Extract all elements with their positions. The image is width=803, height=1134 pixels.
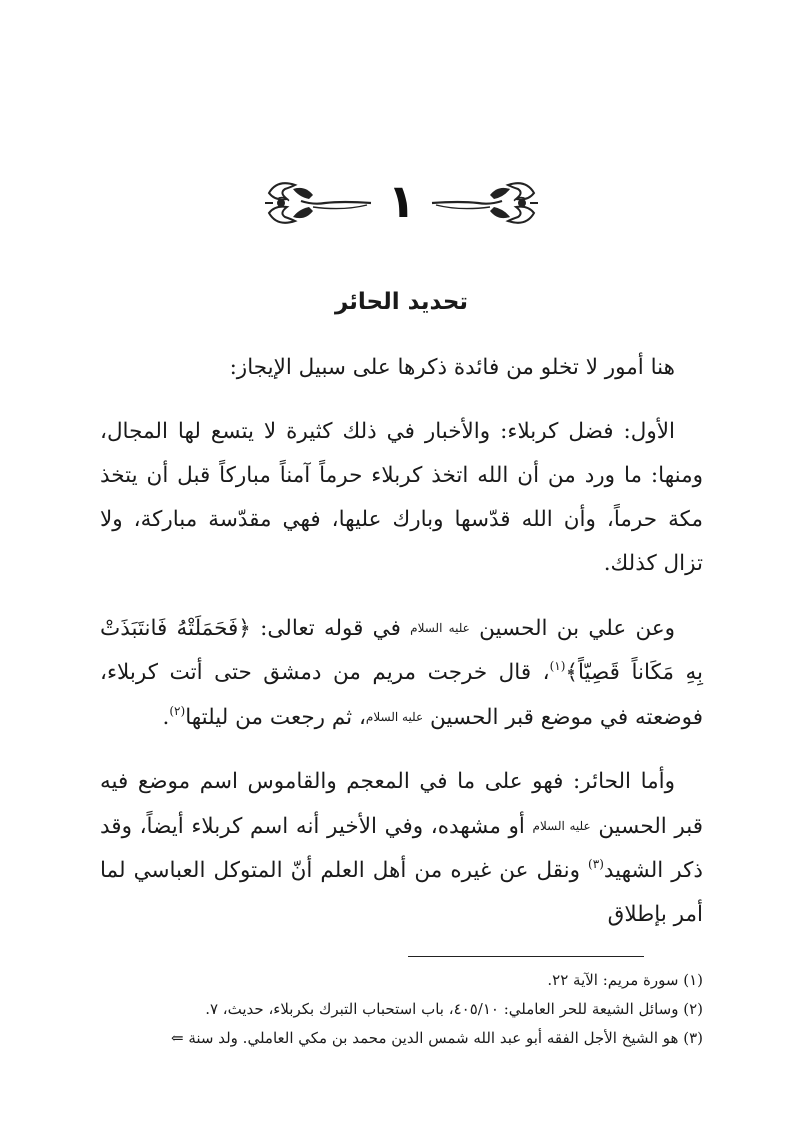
honorific-mark: عليه السلام	[365, 710, 424, 724]
footnote-divider	[408, 956, 644, 957]
text-run: وعن علي بن الحسين	[479, 616, 676, 641]
honorific-mark: عليه السلام	[410, 621, 470, 635]
footnote-ref-1[interactable]: (١)	[549, 659, 566, 673]
section-title: تحديد الحائر	[334, 289, 469, 315]
chapter-number: ١	[387, 174, 416, 228]
footnote-ref-2[interactable]: (٢)	[169, 704, 186, 718]
text-run: ، قال خرجت مريم من دمشق حتى أتت كربلاء، فوضعته في موضع قبر الحسين	[100, 660, 703, 730]
text-run: أو مشهده، وفي الأخير أنه اسم كربلاء أيضاً، وقد ذكر الشهيد	[100, 814, 703, 883]
chapter-ornament	[0, 168, 803, 234]
footnote-3: (٣) هو الشيخ الأجل الفقه أبو عبد الله شمس الدين محمد بن مكي العاملي. ولد سنة ⇐	[170, 1029, 703, 1047]
karbala-virtue-paragraph: الأول: فضل كربلاء: والأخبار في ذلك كثيرة لا يتسع لها المجال، ومنها: ما ورد من أن الله اتخذ كربلاء حرماً آمناً مباركاً قبل أن يتخذ مكة حرماً، وأن الله قدّسها وبارك عليها، فهي مقدّسة مباركة، ولا تزال كذلك.	[100, 419, 703, 576]
text-run: وأما الحائر: فهو على ما في المعجم والقاموس اسم موضع فيه قبر الحسين	[100, 769, 704, 839]
body-text	[100, 346, 703, 937]
text-run: .	[162, 705, 170, 730]
hair-definition-paragraph	[100, 760, 703, 937]
text-run: ونقل عن غيره من أهل العلم أنّ المتوكل العباسي لما أمر بإطلاق	[100, 858, 703, 927]
maryam-narration-paragraph	[100, 606, 703, 740]
text-run: في قوله تعالى:	[260, 616, 401, 641]
floral-scroll-ornament-icon	[263, 171, 373, 231]
intro-paragraph: هنا أمور لا تخلو من فائدة ذكرها على سبيل الإيجاز:	[229, 355, 675, 380]
quran-verse: ﴿فَحَمَلَتْهُ فَانتَبَذَتْ بِهِ مَكَاناً قَصِيّاً﴾	[100, 616, 703, 685]
footnotes-list	[100, 966, 703, 1053]
footnote-1: (١) سورة مريم: الآية ٢٢.	[547, 971, 703, 989]
honorific-mark: عليه السلام	[532, 819, 591, 833]
footnote-2: (٢) وسائل الشيعة للحر العاملي: ٤٠٥/١٠، باب استحباب التبرك بكربلاء، حديث، ٧.	[205, 1000, 703, 1018]
text-run: ، ثم رجعت من ليلتها	[185, 705, 366, 730]
footnote-ref-3[interactable]: (٣)	[588, 857, 604, 871]
floral-scroll-ornament-icon	[430, 171, 540, 231]
